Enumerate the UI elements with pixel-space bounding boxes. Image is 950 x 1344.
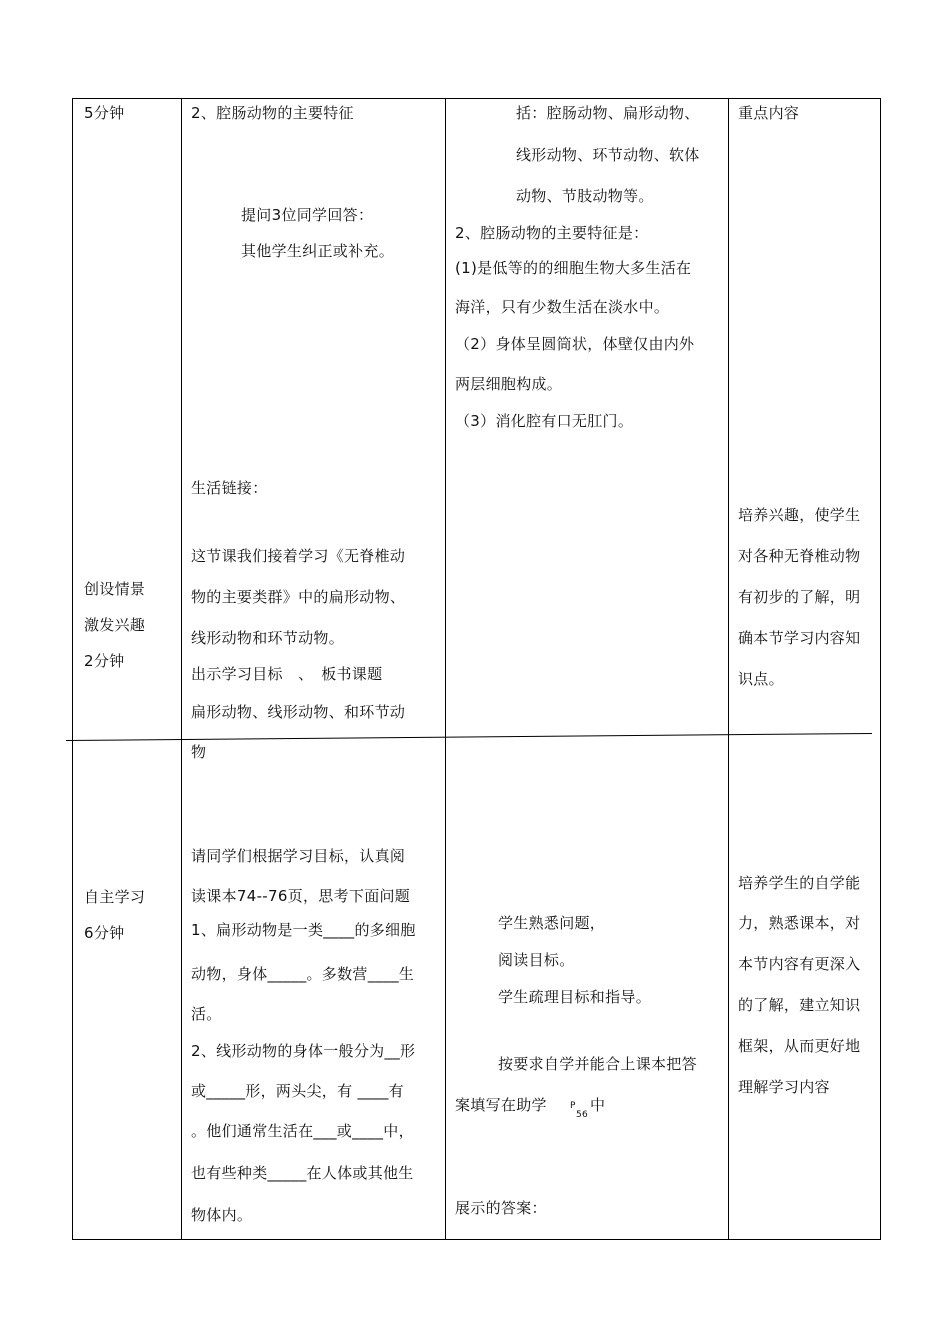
- teacher-text-line: 物: [191, 743, 207, 761]
- teacher-text-line: 动物，身体_____。多数营____生: [191, 965, 415, 983]
- teacher-text-line: 物体内。: [191, 1206, 253, 1224]
- intent-text-line: 理解学习内容: [738, 1078, 830, 1096]
- page-ref-p: P: [570, 1101, 576, 1111]
- table-right-border: [880, 98, 881, 1240]
- student-text-line: 动物、节肢动物等。: [516, 187, 654, 205]
- intent-text-line: 的了解，建立知识: [738, 996, 861, 1014]
- teacher-text-line: 提问3位同学回答：: [241, 206, 374, 224]
- teacher-text-line: 其他学生纠正或补充。: [241, 242, 395, 260]
- intent-text-line: 有初步的了解，明: [738, 588, 861, 606]
- student-text-line: 案填写在助学: [455, 1096, 547, 1114]
- student-text-line: 括：腔肠动物、扁形动物、: [516, 104, 700, 122]
- column-divider-3: [728, 98, 729, 1240]
- teacher-text-line: 或_____形，两头尖，有 ____有: [191, 1082, 404, 1100]
- student-text-line: (1)是低等的的细胞生物大多生活在: [455, 259, 692, 277]
- student-text-line: （2）身体呈圆筒状，体壁仅由内外: [455, 335, 695, 353]
- student-text-line: 学生熟悉问题，: [498, 914, 606, 932]
- student-text-line: 学生疏理目标和指导。: [498, 988, 652, 1006]
- teacher-text-line: 扁形动物、线形动物、和环节动: [191, 703, 406, 721]
- teacher-text-line: 读课本74--76页，思考下面问题: [191, 887, 411, 905]
- time-5-minutes: 5分钟: [84, 104, 125, 122]
- student-text-line: 两层细胞构成。: [455, 375, 563, 393]
- column-divider-1: [181, 98, 182, 1240]
- teacher-text-line: 这节课我们接着学习《无脊椎动: [191, 547, 406, 565]
- intent-text-line: 本节内容有更深入: [738, 955, 861, 973]
- teacher-text-line: 物的主要类群》中的扁形动物、: [191, 588, 406, 606]
- student-text-line: 线形动物、环节动物、软体: [516, 146, 700, 164]
- teacher-text-line: 也有些种类_____在人体或其他生: [191, 1164, 414, 1182]
- intent-text-line: 对各种无脊椎动物: [738, 547, 861, 565]
- intent-text-line: 力，熟悉课本，对: [738, 914, 861, 932]
- teacher-text-line: 活。: [191, 1005, 222, 1023]
- teacher-text-line: 请同学们根据学习目标，认真阅: [191, 847, 406, 865]
- teacher-text-line: 生活链接：: [191, 479, 268, 497]
- student-text-line: （3）消化腔有口无肛门。: [455, 412, 634, 430]
- stage-stimulate-interest: 激发兴趣: [84, 616, 146, 634]
- teacher-text-line: 线形动物和环节动物。: [191, 629, 345, 647]
- student-text-line: 阅读目标。: [498, 951, 575, 969]
- intent-text-line: 重点内容: [738, 104, 800, 122]
- table-left-border: [72, 98, 73, 1240]
- teacher-text-line: 1、扁形动物是一类____的多细胞: [191, 921, 416, 939]
- table-top-border: [72, 98, 881, 99]
- time-2-minutes: 2分钟: [84, 652, 125, 670]
- table-bottom-border: [72, 1239, 881, 1240]
- student-text-line: 按要求自学并能合上课本把答: [498, 1055, 697, 1073]
- row-divider: [66, 733, 872, 741]
- teacher-text-line: 2、线形动物的身体一般分为__形: [191, 1042, 416, 1060]
- teacher-text-line: 。他们通常生活在___或____中，: [191, 1122, 414, 1140]
- teacher-text-line: 出示学习目标 、 板书课题: [191, 665, 383, 683]
- student-text-line: 2、腔肠动物的主要特征是：: [455, 224, 649, 242]
- student-text-line: 海洋，只有少数生活在淡水中。: [455, 298, 670, 316]
- teacher-text-line: 2、腔肠动物的主要特征: [191, 104, 354, 122]
- intent-text-line: 培养学生的自学能: [738, 874, 861, 892]
- student-text-line: 展示的答案：: [455, 1199, 547, 1217]
- student-text-line: 中: [590, 1096, 606, 1114]
- intent-text-line: 识点。: [738, 670, 784, 688]
- stage-self-study: 自主学习: [84, 888, 146, 906]
- page-ref-number: 56: [576, 1110, 589, 1120]
- intent-text-line: 框架，从而更好地: [738, 1037, 861, 1055]
- time-6-minutes: 6分钟: [84, 924, 125, 942]
- intent-text-line: 确本节学习内容知: [738, 629, 861, 647]
- column-divider-2: [445, 98, 446, 1240]
- intent-text-line: 培养兴趣，使学生: [738, 506, 861, 524]
- stage-create-scenario: 创设情景: [84, 580, 146, 598]
